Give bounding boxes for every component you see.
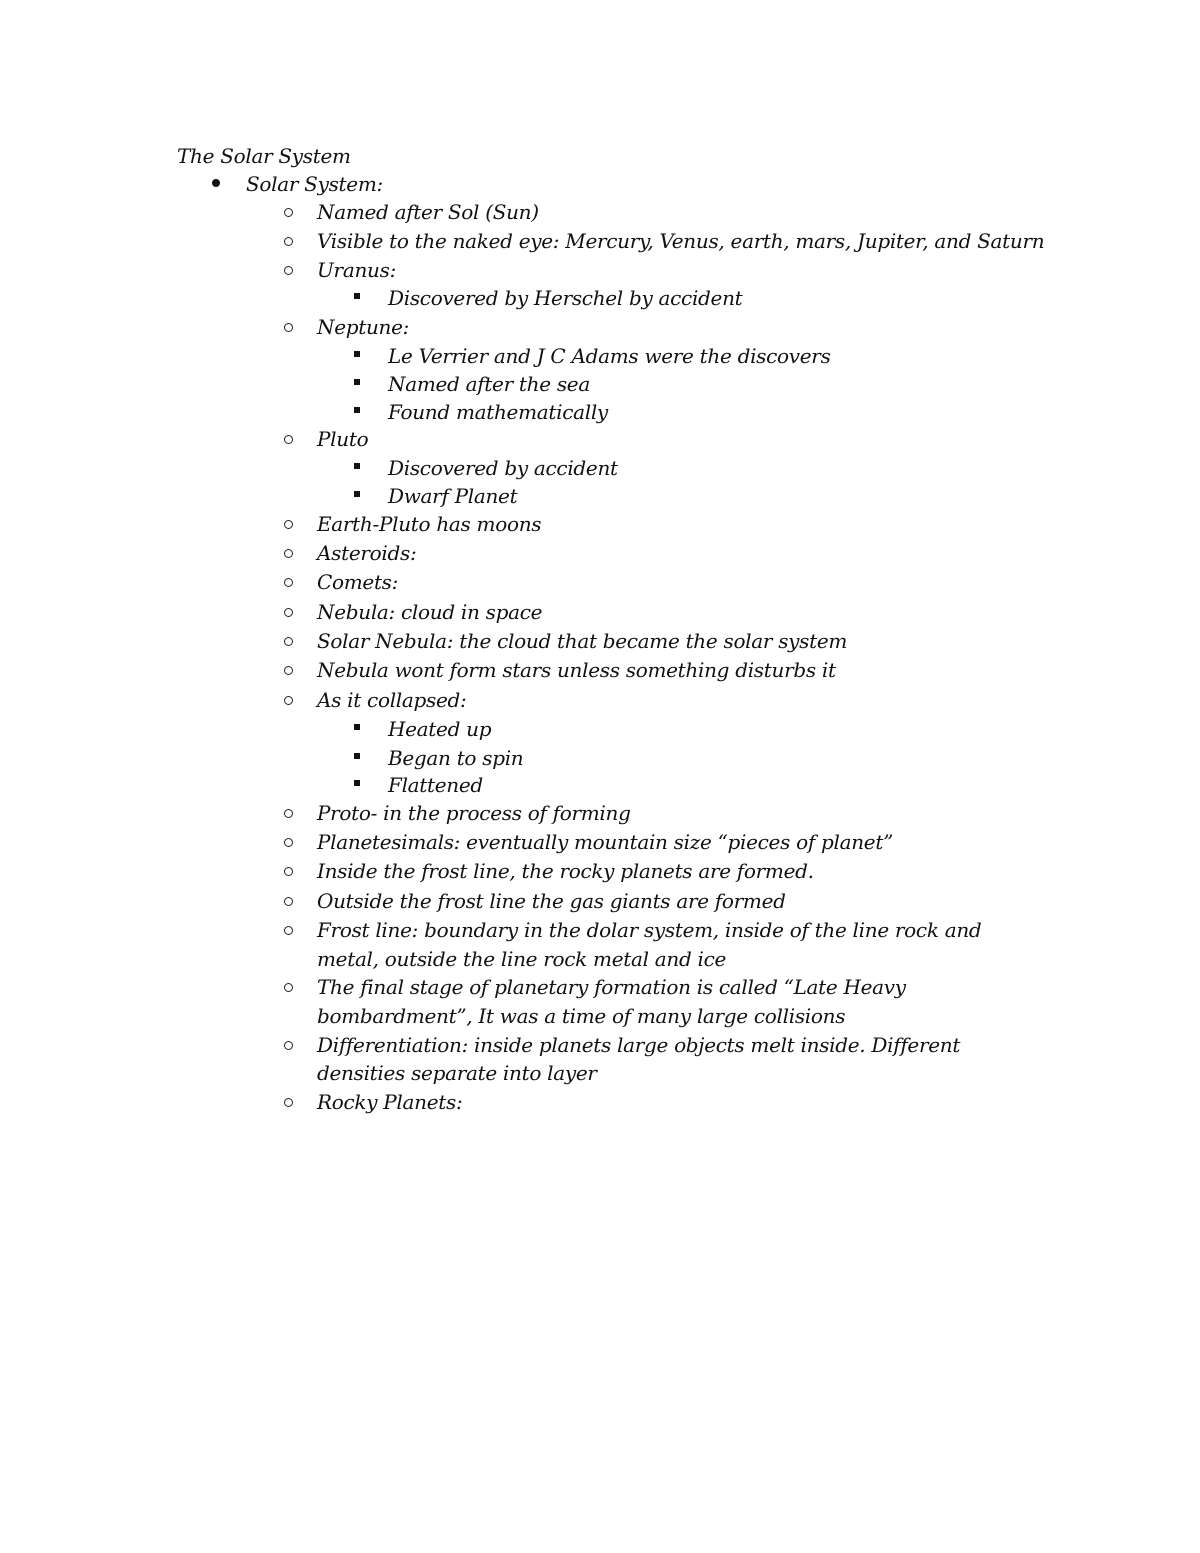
bullet-circle-icon xyxy=(284,897,293,906)
list-item-level3: Flattened xyxy=(388,773,483,797)
list-item-level2: Inside the frost line, the rocky planets are formed. xyxy=(317,859,814,883)
bullet-circle-icon xyxy=(284,549,293,558)
bullet-square-icon xyxy=(354,293,360,299)
list-item-level2: Differentiation: inside planets large objects melt inside. Different xyxy=(317,1033,961,1057)
bullet-square-icon xyxy=(354,351,360,357)
list-item-level2: Asteroids: xyxy=(317,541,417,565)
bullet-circle-icon xyxy=(284,666,293,675)
bullet-disc-icon xyxy=(212,179,220,187)
bullet-circle-icon xyxy=(284,1098,293,1107)
bullet-square-icon xyxy=(354,407,360,413)
list-item-level2: Named after Sol (Sun) xyxy=(317,200,539,224)
bullet-circle-icon xyxy=(284,637,293,646)
bullet-square-icon xyxy=(354,379,360,385)
bullet-circle-icon xyxy=(284,237,293,246)
list-item-level2-continuation: bombardment”, It was a time of many large collisions xyxy=(317,1004,846,1028)
bullet-circle-icon xyxy=(284,266,293,275)
list-item-level2: Nebula: cloud in space xyxy=(317,600,543,624)
list-item-level3: Named after the sea xyxy=(388,372,590,396)
bullet-circle-icon xyxy=(284,809,293,818)
bullet-circle-icon xyxy=(284,838,293,847)
bullet-circle-icon xyxy=(284,983,293,992)
list-item-level2: Uranus: xyxy=(317,258,397,282)
list-item-level2: Visible to the naked eye: Mercury, Venus, earth, mars, Jupiter, and Saturn xyxy=(317,229,1045,253)
bullet-circle-icon xyxy=(284,926,293,935)
list-item-level3: Began to spin xyxy=(388,746,524,770)
bullet-square-icon xyxy=(354,463,360,469)
bullet-circle-icon xyxy=(284,608,293,617)
bullet-square-icon xyxy=(354,724,360,730)
list-item-level2: Frost line: boundary in the dolar system, inside of the line rock and xyxy=(317,918,982,942)
bullet-square-icon xyxy=(354,753,360,759)
list-item-level2: Rocky Planets: xyxy=(317,1090,463,1114)
bullet-square-icon xyxy=(354,780,360,786)
list-item-level2: Neptune: xyxy=(317,315,410,339)
bullet-circle-icon xyxy=(284,867,293,876)
document-title: The Solar System xyxy=(177,144,351,168)
bullet-circle-icon xyxy=(284,323,293,332)
list-item-level3: Heated up xyxy=(388,717,492,741)
list-item-level2: The final stage of planetary formation is called “Late Heavy xyxy=(317,975,906,999)
bullet-circle-icon xyxy=(284,208,293,217)
list-item-level3: Discovered by Herschel by accident xyxy=(388,286,743,310)
list-item-level2-continuation: densities separate into layer xyxy=(317,1061,597,1085)
list-item-level2-continuation: metal, outside the line rock metal and ice xyxy=(317,947,727,971)
bullet-square-icon xyxy=(354,491,360,497)
bullet-circle-icon xyxy=(284,578,293,587)
list-item-level2: Solar Nebula: the cloud that became the solar system xyxy=(317,629,848,653)
list-item-level1: Solar System: xyxy=(246,172,383,196)
list-item-level3: Discovered by accident xyxy=(388,456,618,480)
list-item-level2: Comets: xyxy=(317,570,399,594)
list-item-level2: Nebula wont form stars unless something disturbs it xyxy=(317,658,836,682)
list-item-level2: As it collapsed: xyxy=(317,688,467,712)
bullet-circle-icon xyxy=(284,520,293,529)
bullet-circle-icon xyxy=(284,435,293,444)
list-item-level2: Proto- in the process of forming xyxy=(317,801,631,825)
bullet-circle-icon xyxy=(284,1041,293,1050)
list-item-level2: Earth-Pluto has moons xyxy=(317,512,542,536)
bullet-circle-icon xyxy=(284,696,293,705)
list-item-level2: Outside the frost line the gas giants are formed xyxy=(317,889,786,913)
list-item-level3: Found mathematically xyxy=(388,400,608,424)
list-item-level3: Le Verrier and J C Adams were the discovers xyxy=(388,344,831,368)
list-item-level2: Planetesimals: eventually mountain size “pieces of planet” xyxy=(317,830,893,854)
list-item-level2: Pluto xyxy=(317,427,369,451)
list-item-level3: Dwarf Planet xyxy=(388,484,518,508)
